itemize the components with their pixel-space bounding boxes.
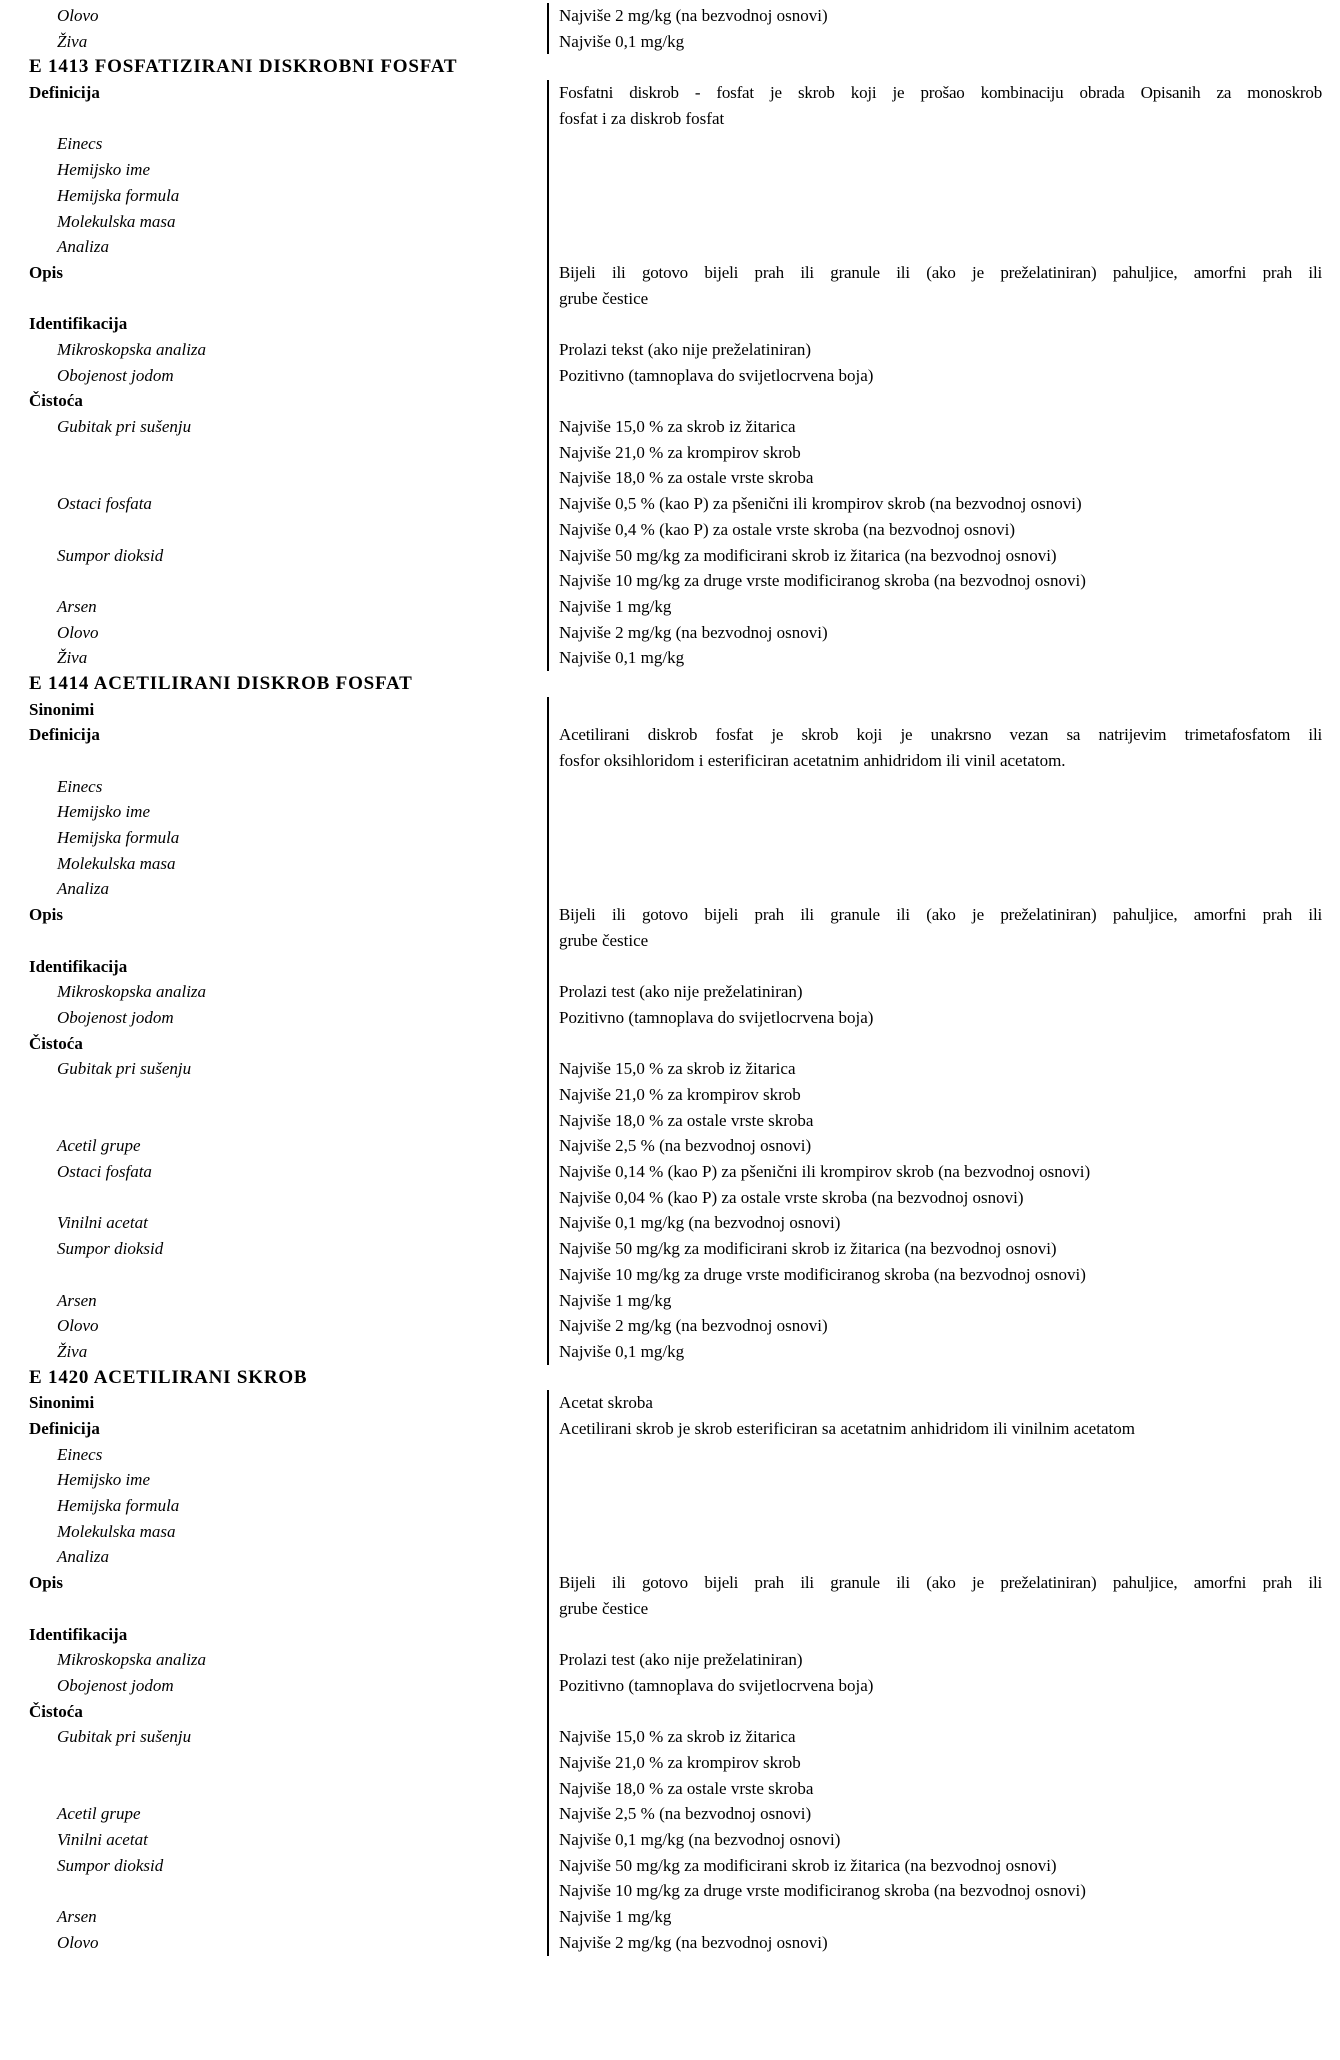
row-value-cell bbox=[547, 1724, 1340, 1801]
value-line: grube čestice bbox=[559, 288, 649, 308]
value-line: Najviše 2 mg/kg (na bezvodnoj osnovi) bbox=[559, 622, 828, 642]
row-value-cell bbox=[547, 620, 1340, 646]
spec-row bbox=[0, 1801, 1340, 1827]
row-value-cell bbox=[547, 1390, 1340, 1416]
value-line: Najviše 2 mg/kg (na bezvodnoj osnovi) bbox=[559, 1316, 828, 1336]
row-label: Arsen bbox=[57, 1290, 97, 1310]
spec-row bbox=[0, 697, 1340, 723]
value-line: Najviše 0,04 % (kao P) za ostale vrste skroba (na bezvodnoj osnovi) bbox=[559, 1187, 1024, 1207]
row-label-cell bbox=[0, 1005, 547, 1031]
row-value-cell bbox=[547, 388, 1340, 414]
row-label-cell bbox=[0, 1288, 547, 1314]
row-label-cell bbox=[0, 1313, 547, 1339]
row-value-cell bbox=[547, 1133, 1340, 1159]
row-label-cell bbox=[0, 1801, 547, 1827]
row-label-cell bbox=[0, 851, 547, 877]
row-label: Analiza bbox=[57, 1547, 109, 1567]
row-label: Einecs bbox=[57, 776, 103, 796]
value-line: Fosfatni diskrob - fosfat je skrob koji je prošao kombinaciju obrada Opisanih za monoskrob bbox=[559, 83, 1322, 103]
row-label-cell bbox=[0, 1853, 547, 1904]
value-line: Najviše 2 mg/kg (na bezvodnoj osnovi) bbox=[559, 6, 828, 25]
row-label: Gubitak pri sušenju bbox=[57, 417, 192, 437]
row-value-cell bbox=[547, 29, 1340, 55]
row-label: Opis bbox=[29, 262, 64, 282]
row-value-cell bbox=[547, 1827, 1340, 1853]
row-label-cell bbox=[0, 1339, 547, 1365]
row-label: Vinilni acetat bbox=[57, 1213, 148, 1233]
row-label: Hemijsko ime bbox=[57, 802, 151, 822]
spec-row bbox=[0, 645, 1340, 671]
spec-row bbox=[0, 1236, 1340, 1287]
row-label-cell bbox=[0, 1827, 547, 1853]
row-label-cell bbox=[0, 311, 547, 337]
row-value-cell bbox=[547, 825, 1340, 851]
value-line: Najviše 10 mg/kg za druge vrste modificiranog skroba (na bezvodnoj osnovi) bbox=[559, 571, 1086, 591]
row-value-cell bbox=[547, 1236, 1340, 1287]
row-label-cell bbox=[0, 1210, 547, 1236]
row-label: Identifikacija bbox=[29, 314, 128, 334]
value-line: Pozitivno (tamnoplava do svijetlocrvena boja) bbox=[559, 1007, 874, 1027]
row-value-cell bbox=[547, 131, 1340, 157]
row-value-cell bbox=[547, 157, 1340, 183]
section-heading-e1414: E 1414 ACETILIRANI DISKROB FOSFAT bbox=[29, 672, 413, 694]
value-line: Bijeli ili gotovo bijeli prah ili granule ili (ako je preželatiniran) pahuljice, amorfni prah ili bbox=[559, 1573, 1322, 1593]
row-label-cell bbox=[0, 1236, 547, 1287]
row-label-cell bbox=[0, 1519, 547, 1545]
row-label: Molekulska masa bbox=[57, 1521, 176, 1541]
value-line: Najviše 2,5 % (na bezvodnoj osnovi) bbox=[559, 1804, 812, 1824]
entry-block-e1414 bbox=[0, 697, 1340, 1365]
entry-block-e1420 bbox=[0, 1390, 1340, 1955]
row-label: Olovo bbox=[57, 6, 99, 25]
spec-row bbox=[0, 1827, 1340, 1853]
row-value-cell bbox=[547, 311, 1340, 337]
value-line: Najviše 21,0 % za krompirov skrob bbox=[559, 442, 801, 462]
row-value-cell bbox=[547, 979, 1340, 1005]
row-value-cell bbox=[547, 1442, 1340, 1468]
row-value-cell bbox=[547, 234, 1340, 260]
spec-row bbox=[0, 1313, 1340, 1339]
spec-row bbox=[0, 1622, 1340, 1648]
spec-row bbox=[0, 1493, 1340, 1519]
row-label: Gubitak pri sušenju bbox=[57, 1059, 192, 1079]
row-label: Mikroskopska analiza bbox=[57, 982, 207, 1002]
spec-row bbox=[0, 1339, 1340, 1365]
row-label-cell bbox=[0, 131, 547, 157]
row-label-cell bbox=[0, 825, 547, 851]
row-label-cell bbox=[0, 234, 547, 260]
row-label: Acetil grupe bbox=[57, 1136, 141, 1156]
row-label-cell bbox=[0, 876, 547, 902]
row-value-cell bbox=[547, 1801, 1340, 1827]
value-line: Najviše 1 mg/kg bbox=[559, 596, 672, 616]
row-label: Analiza bbox=[57, 879, 109, 899]
row-label-cell bbox=[0, 1724, 547, 1801]
row-label-cell bbox=[0, 183, 547, 209]
row-label-cell bbox=[0, 1544, 547, 1570]
row-label: Obojenost jodom bbox=[57, 1675, 174, 1695]
row-label: Mikroskopska analiza bbox=[57, 1650, 207, 1670]
row-label: Molekulska masa bbox=[57, 211, 176, 231]
value-line: Prolazi tekst (ako nije preželatiniran) bbox=[559, 339, 812, 359]
row-value-cell bbox=[547, 1622, 1340, 1648]
spec-row bbox=[0, 491, 1340, 542]
row-value-cell bbox=[547, 594, 1340, 620]
row-label-cell bbox=[0, 80, 547, 131]
value-line: Najviše 1 mg/kg bbox=[559, 1290, 672, 1310]
row-value-cell bbox=[547, 1056, 1340, 1133]
row-label: Hemijska formula bbox=[57, 828, 180, 848]
spec-row bbox=[0, 774, 1340, 800]
value-line: Najviše 15,0 % za skrob iz žitarica bbox=[559, 1059, 796, 1079]
row-value-cell bbox=[547, 1159, 1340, 1210]
value-line: Najviše 0,1 mg/kg bbox=[559, 1341, 685, 1361]
value-line: Najviše 18,0 % za ostale vrste skroba bbox=[559, 1110, 814, 1130]
row-value-cell bbox=[547, 260, 1340, 311]
row-label-cell bbox=[0, 1467, 547, 1493]
row-value-cell bbox=[547, 1467, 1340, 1493]
spec-row bbox=[0, 1005, 1340, 1031]
row-label-cell bbox=[0, 388, 547, 414]
spec-row bbox=[0, 825, 1340, 851]
row-label-cell bbox=[0, 1493, 547, 1519]
row-label: Definicija bbox=[29, 1419, 100, 1438]
value-line: Najviše 0,1 mg/kg bbox=[559, 648, 685, 668]
row-label: Živa bbox=[57, 648, 88, 668]
spec-row bbox=[0, 851, 1340, 877]
row-label: Identifikacija bbox=[29, 1624, 128, 1644]
row-label: Ostaci fosfata bbox=[57, 1162, 152, 1182]
spec-row bbox=[0, 876, 1340, 902]
spec-row bbox=[0, 234, 1340, 260]
value-line: Najviše 21,0 % za krompirov skrob bbox=[559, 1085, 801, 1104]
spec-row bbox=[0, 363, 1340, 389]
value-line: Bijeli ili gotovo bijeli prah ili granule ili (ako je preželatiniran) pahuljice, amorfni prah ili bbox=[559, 262, 1322, 282]
row-label: Analiza bbox=[57, 237, 109, 257]
spec-row bbox=[0, 183, 1340, 209]
spec-row bbox=[0, 1673, 1340, 1699]
row-label-cell bbox=[0, 774, 547, 800]
spec-row bbox=[0, 414, 1340, 491]
row-label: Čistoća bbox=[29, 1701, 83, 1721]
value-line: Acetilirani diskrob fosfat je skrob koji je unakrsno vezan sa natrijevim trimetafosfatom ili bbox=[559, 725, 1322, 745]
row-value-cell bbox=[547, 3, 1340, 29]
value-line: Najviše 0,1 mg/kg (na bezvodnoj osnovi) bbox=[559, 1830, 841, 1850]
row-value-cell bbox=[547, 1005, 1340, 1031]
row-label: Arsen bbox=[57, 596, 97, 616]
row-label-cell bbox=[0, 954, 547, 980]
row-label-cell bbox=[0, 1133, 547, 1159]
row-label-cell bbox=[0, 414, 547, 491]
row-value-cell bbox=[547, 697, 1340, 723]
value-line: Najviše 0,1 mg/kg (na bezvodnoj osnovi) bbox=[559, 1213, 841, 1233]
spec-row bbox=[0, 29, 1340, 55]
value-line: Acetat skroba bbox=[559, 1393, 653, 1413]
row-label-cell bbox=[0, 209, 547, 235]
spec-row bbox=[0, 1570, 1340, 1621]
row-label-cell bbox=[0, 157, 547, 183]
spec-row bbox=[0, 1416, 1340, 1442]
entry-block-e1413 bbox=[0, 80, 1340, 671]
row-label: Identifikacija bbox=[29, 956, 128, 976]
row-label-cell bbox=[0, 1159, 547, 1210]
row-label-cell bbox=[0, 1442, 547, 1468]
value-line: Najviše 0,14 % (kao P) za pšenični ili krompirov skrob (na bezvodnoj osnovi) bbox=[559, 1162, 1091, 1182]
row-value-cell bbox=[547, 1853, 1340, 1904]
row-label-cell bbox=[0, 3, 547, 29]
value-line: fosfat i za diskrob fosfat bbox=[559, 108, 725, 128]
row-label: Einecs bbox=[57, 134, 103, 154]
row-label-cell bbox=[0, 645, 547, 671]
spec-row bbox=[0, 1210, 1340, 1236]
row-value-cell bbox=[547, 1647, 1340, 1673]
value-line: Najviše 10 mg/kg za druge vrste modificiranog skroba (na bezvodnoj osnovi) bbox=[559, 1881, 1086, 1901]
row-label: Obojenost jodom bbox=[57, 365, 174, 385]
row-value-cell bbox=[547, 1339, 1340, 1365]
value-line: Najviše 1 mg/kg bbox=[559, 1907, 672, 1927]
spec-row bbox=[0, 3, 1340, 29]
row-value-cell bbox=[547, 543, 1340, 594]
row-label-cell bbox=[0, 1416, 547, 1442]
spec-row bbox=[0, 311, 1340, 337]
row-value-cell bbox=[547, 1570, 1340, 1621]
value-line: grube čestice bbox=[559, 930, 649, 950]
spec-row bbox=[0, 1159, 1340, 1210]
value-line: Prolazi test (ako nije preželatiniran) bbox=[559, 1650, 803, 1670]
row-label: Hemijska formula bbox=[57, 1496, 180, 1516]
value-line: Najviše 2,5 % (na bezvodnoj osnovi) bbox=[559, 1136, 812, 1156]
row-label: Einecs bbox=[57, 1444, 103, 1464]
spec-row bbox=[0, 131, 1340, 157]
spec-row bbox=[0, 799, 1340, 825]
row-label-cell bbox=[0, 1570, 547, 1621]
row-value-cell bbox=[547, 1416, 1340, 1442]
value-line: Najviše 50 mg/kg za modificirani skrob iz žitarica (na bezvodnoj osnovi) bbox=[559, 545, 1057, 565]
section-heading-e1413: E 1413 FOSFATIZIRANI DISKROBNI FOSFAT bbox=[29, 56, 458, 78]
row-label: Olovo bbox=[57, 1316, 99, 1336]
row-label: Sumpor dioksid bbox=[57, 1855, 164, 1875]
value-line: Najviše 0,5 % (kao P) za pšenični ili krompirov skrob (na bezvodnoj osnovi) bbox=[559, 494, 1082, 514]
row-label: Opis bbox=[29, 1573, 64, 1593]
row-label: Arsen bbox=[57, 1907, 97, 1927]
spec-row bbox=[0, 1699, 1340, 1725]
spec-row bbox=[0, 1930, 1340, 1956]
spec-row bbox=[0, 1904, 1340, 1930]
row-label: Definicija bbox=[29, 83, 100, 103]
row-label-cell bbox=[0, 1056, 547, 1133]
row-label: Definicija bbox=[29, 725, 100, 745]
row-label: Gubitak pri sušenju bbox=[57, 1727, 192, 1747]
row-label-cell bbox=[0, 1390, 547, 1416]
value-line: Pozitivno (tamnoplava do svijetlocrvena boja) bbox=[559, 365, 874, 385]
entry-block-continued bbox=[0, 3, 1340, 54]
row-value-cell bbox=[547, 1930, 1340, 1956]
value-line: Pozitivno (tamnoplava do svijetlocrvena boja) bbox=[559, 1675, 874, 1695]
row-label-cell bbox=[0, 337, 547, 363]
value-line: Najviše 50 mg/kg za modificirani skrob iz žitarica (na bezvodnoj osnovi) bbox=[559, 1855, 1057, 1875]
spec-row bbox=[0, 388, 1340, 414]
row-label: Čistoća bbox=[29, 391, 83, 411]
row-label: Hemijska formula bbox=[57, 185, 180, 205]
row-label-cell bbox=[0, 363, 547, 389]
spec-row bbox=[0, 902, 1340, 953]
value-line: Najviše 21,0 % za krompirov skrob bbox=[559, 1752, 801, 1772]
row-label-cell bbox=[0, 29, 547, 55]
row-value-cell bbox=[547, 1031, 1340, 1057]
value-line: Prolazi test (ako nije preželatiniran) bbox=[559, 982, 803, 1002]
row-label-cell bbox=[0, 491, 547, 542]
row-label: Obojenost jodom bbox=[57, 1007, 174, 1027]
row-value-cell bbox=[547, 645, 1340, 671]
section-heading-e1420: E 1420 ACETILIRANI SKROB bbox=[29, 1366, 308, 1388]
row-label: Molekulska masa bbox=[57, 853, 176, 873]
value-line: Najviše 18,0 % za ostale vrste skroba bbox=[559, 1778, 814, 1798]
row-value-cell bbox=[547, 1288, 1340, 1314]
row-label: Olovo bbox=[57, 622, 99, 642]
row-label-cell bbox=[0, 697, 547, 723]
spec-row bbox=[0, 543, 1340, 594]
value-line: fosfor oksihloridom i esterificiran acetatnim anhidridom ili vinil acetatom. bbox=[559, 751, 1066, 771]
row-label-cell bbox=[0, 1031, 547, 1057]
row-value-cell bbox=[547, 876, 1340, 902]
spec-row bbox=[0, 979, 1340, 1005]
row-value-cell bbox=[547, 902, 1340, 953]
row-value-cell bbox=[547, 722, 1340, 773]
row-label: Sinonimi bbox=[29, 699, 95, 719]
row-value-cell bbox=[547, 363, 1340, 389]
row-label-cell bbox=[0, 1699, 547, 1725]
spec-row bbox=[0, 80, 1340, 131]
row-label-cell bbox=[0, 594, 547, 620]
spec-row bbox=[0, 157, 1340, 183]
row-label-cell bbox=[0, 902, 547, 953]
row-label: Olovo bbox=[57, 1932, 99, 1952]
row-value-cell bbox=[547, 799, 1340, 825]
row-label: Sumpor dioksid bbox=[57, 545, 164, 565]
row-label: Hemijsko ime bbox=[57, 160, 151, 180]
row-value-cell bbox=[547, 1313, 1340, 1339]
row-label: Živa bbox=[57, 1341, 88, 1361]
value-line: Najviše 0,4 % (kao P) za ostale vrste skroba (na bezvodnoj osnovi) bbox=[559, 519, 1016, 539]
spec-row bbox=[0, 1467, 1340, 1493]
spec-row bbox=[0, 722, 1340, 773]
row-value-cell bbox=[547, 774, 1340, 800]
row-label-cell bbox=[0, 1930, 547, 1956]
row-label-cell bbox=[0, 979, 547, 1005]
row-value-cell bbox=[547, 80, 1340, 131]
spec-row bbox=[0, 1442, 1340, 1468]
spec-row bbox=[0, 1288, 1340, 1314]
value-line: Acetilirani skrob je skrob esterificiran sa acetatnim anhidridom ili vinilnim acetatom bbox=[559, 1419, 1135, 1438]
row-value-cell bbox=[547, 1519, 1340, 1545]
row-value-cell bbox=[547, 954, 1340, 980]
value-line: Najviše 18,0 % za ostale vrste skroba bbox=[559, 468, 814, 488]
value-line: Najviše 50 mg/kg za modificirani skrob iz žitarica (na bezvodnoj osnovi) bbox=[559, 1239, 1057, 1259]
row-value-cell bbox=[547, 1544, 1340, 1570]
value-line: Bijeli ili gotovo bijeli prah ili granule ili (ako je preželatiniran) pahuljice, amorfni prah ili bbox=[559, 905, 1322, 925]
row-label-cell bbox=[0, 260, 547, 311]
row-label-cell bbox=[0, 620, 547, 646]
row-value-cell bbox=[547, 209, 1340, 235]
spec-row bbox=[0, 1390, 1340, 1416]
row-label: Hemijsko ime bbox=[57, 1470, 151, 1490]
value-line: Najviše 10 mg/kg za druge vrste modificiranog skroba (na bezvodnoj osnovi) bbox=[559, 1264, 1086, 1284]
spec-row bbox=[0, 620, 1340, 646]
spec-row bbox=[0, 954, 1340, 980]
row-value-cell bbox=[547, 1493, 1340, 1519]
row-value-cell bbox=[547, 1699, 1340, 1725]
row-label-cell bbox=[0, 1673, 547, 1699]
spec-row bbox=[0, 260, 1340, 311]
value-line: Najviše 2 mg/kg (na bezvodnoj osnovi) bbox=[559, 1932, 828, 1952]
row-label: Opis bbox=[29, 905, 64, 925]
value-line: Najviše 15,0 % za skrob iz žitarica bbox=[559, 1727, 796, 1747]
row-label-cell bbox=[0, 1647, 547, 1673]
spec-row bbox=[0, 1647, 1340, 1673]
spec-row bbox=[0, 1519, 1340, 1545]
row-value-cell bbox=[547, 851, 1340, 877]
row-value-cell bbox=[547, 1210, 1340, 1236]
row-label-cell bbox=[0, 722, 547, 773]
row-value-cell bbox=[547, 337, 1340, 363]
row-label: Vinilni acetat bbox=[57, 1830, 148, 1850]
value-line: grube čestice bbox=[559, 1598, 649, 1618]
row-label: Živa bbox=[57, 31, 88, 51]
row-value-cell bbox=[547, 183, 1340, 209]
row-label: Sinonimi bbox=[29, 1393, 95, 1413]
row-label-cell bbox=[0, 1622, 547, 1648]
spec-row bbox=[0, 1056, 1340, 1133]
row-label: Mikroskopska analiza bbox=[57, 339, 207, 359]
row-label: Acetil grupe bbox=[57, 1804, 141, 1824]
row-value-cell bbox=[547, 1673, 1340, 1699]
row-value-cell bbox=[547, 491, 1340, 542]
row-label-cell bbox=[0, 1904, 547, 1930]
spec-row bbox=[0, 337, 1340, 363]
row-label-cell bbox=[0, 799, 547, 825]
row-value-cell bbox=[547, 1904, 1340, 1930]
spec-row bbox=[0, 1133, 1340, 1159]
row-label: Ostaci fosfata bbox=[57, 494, 152, 514]
row-label: Čistoća bbox=[29, 1033, 83, 1053]
spec-row bbox=[0, 1031, 1340, 1057]
spec-row bbox=[0, 1853, 1340, 1904]
spec-row bbox=[0, 594, 1340, 620]
row-label: Sumpor dioksid bbox=[57, 1239, 164, 1259]
value-line: Najviše 0,1 mg/kg bbox=[559, 31, 685, 51]
row-label-cell bbox=[0, 543, 547, 594]
row-value-cell bbox=[547, 414, 1340, 491]
spec-row bbox=[0, 1724, 1340, 1801]
value-line: Najviše 15,0 % za skrob iz žitarica bbox=[559, 417, 796, 437]
spec-row bbox=[0, 1544, 1340, 1570]
spec-row bbox=[0, 209, 1340, 235]
